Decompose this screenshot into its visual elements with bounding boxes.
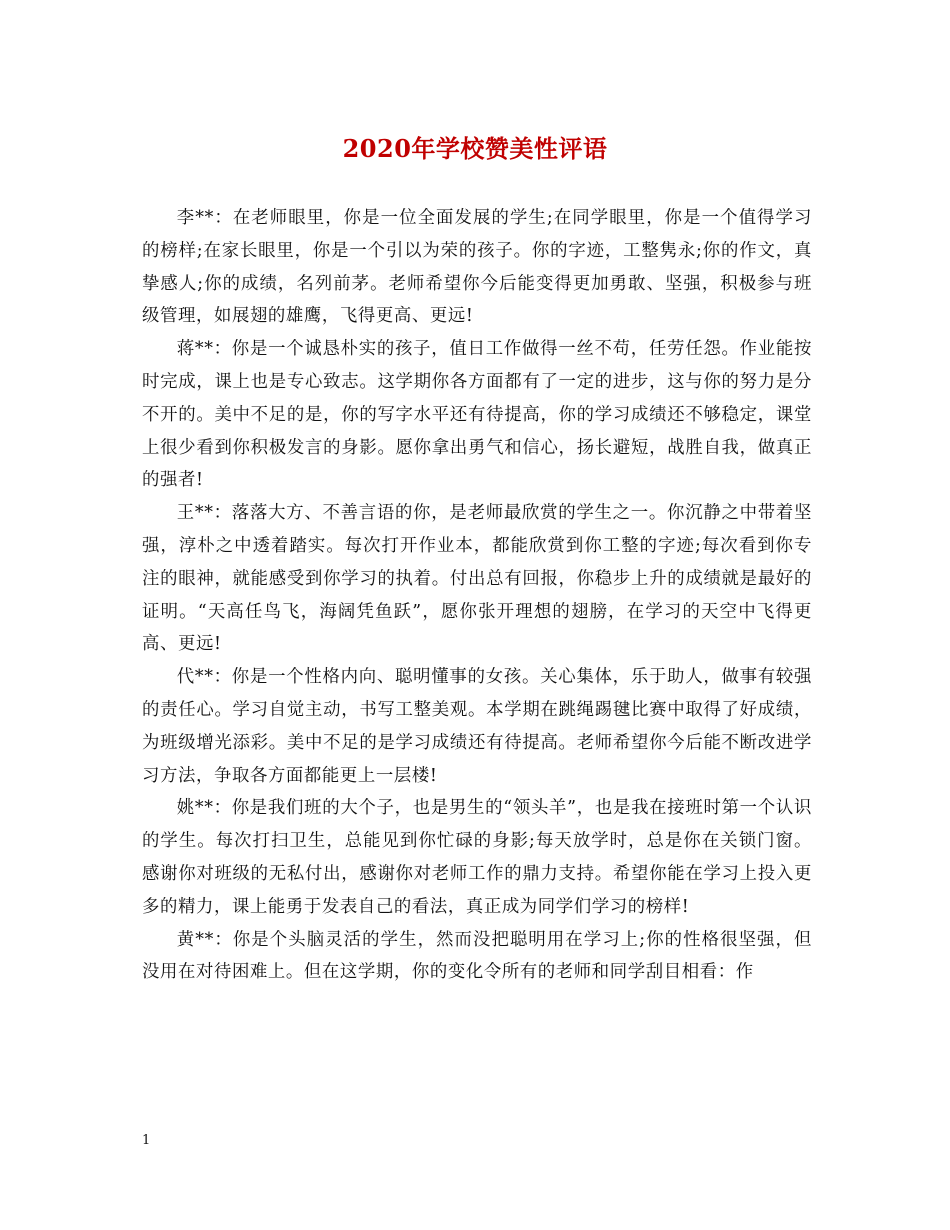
- page-number: 1: [142, 1133, 151, 1148]
- comment-paragraph: 王**：落落大方、不善言语的你，是老师最欣赏的学生之一。你沉静之中带着坚强，淳朴之中透着踏实。每次打开作业本，都能欣赏到你工整的字迹;每次看到你专注的眼神，就能感受到你学习的执着。付出总有回报，你稳步上升的成绩就是最好的证明。“天高任鸟飞，海阔凭鱼跃”，愿你张开理想的翅膀，在学习的天空中飞得更高、更远!: [142, 503, 812, 655]
- comment-paragraph: 李**：在老师眼里，你是一位全面发展的学生;在同学眼里，你是一个值得学习的榜样;在家长眼里，你是一个引以为荣的孩子。你的字迹，工整隽永;你的作文，真挚感人;你的成绩，名列前茅。老师希望你今后能变得更加勇敢、坚强，积极参与班级管理，如展翅的雄鹰，飞得更高、更远!: [142, 208, 812, 327]
- comment-paragraph: 蒋**：你是一个诚恳朴实的孩子，值日工作做得一丝不苟，任劳任怨。作业能按时完成，课上也是专心致志。这学期你各方面都有了一定的进步，这与你的努力是分不开的。美中不足的是，你的写字水平还有待提高，你的学习成绩还不够稳定，课堂上很少看到你积极发言的身影。愿你拿出勇气和信心，扬长避短，战胜自我，做真正的强者!: [142, 339, 812, 491]
- page-title: 2020年学校赞美性评语: [342, 134, 608, 163]
- comment-paragraph: 姚**：你是我们班的大个子，也是男生的“领头羊”，也是我在接班时第一个认识的学生。每次打扫卫生，总能见到你忙碌的身影;每天放学时，总是你在关锁门窗。感谢你对班级的无私付出，感谢你对老师工作的鼎力支持。希望你能在学习上投入更多的精力，课上能勇于发表自己的看法，真正成为同学们学习的榜样!: [142, 798, 812, 917]
- comment-paragraph: 黄**：你是个头脑灵活的学生，然而没把聪明用在学习上;你的性格很坚强，但没用在对待困难上。但在这学期，你的变化令所有的老师和同学刮目相看：作: [142, 929, 812, 983]
- comment-paragraph: 代**：你是一个性格内向、聪明懂事的女孩。关心集体，乐于助人，做事有较强的责任心。学习自觉主动，书写工整美观。本学期在跳绳踢毽比赛中取得了好成绩，为班级增光添彩。美中不足的是学习成绩还有待提高。老师希望你今后能不断改进学习方法，争取各方面都能更上一层楼!: [142, 667, 812, 786]
- document-body: [142, 202, 812, 989]
